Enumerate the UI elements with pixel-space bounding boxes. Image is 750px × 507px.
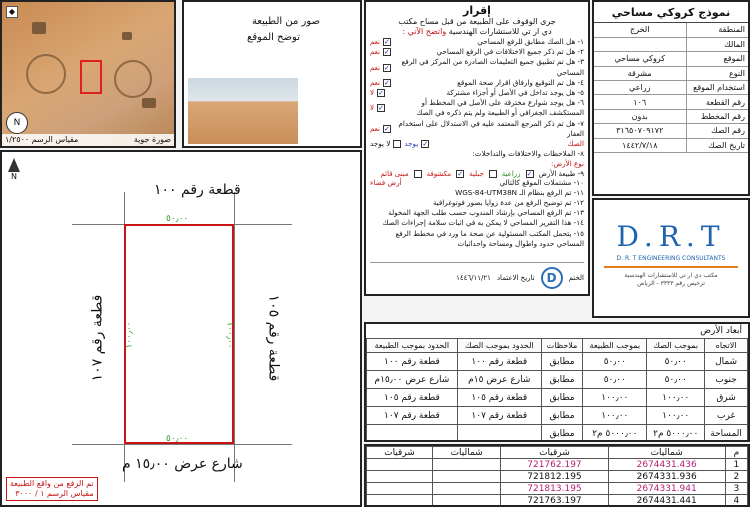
site-photo-panel [182,0,362,148]
info-value: ٣١٦٥٠٧٠٩١٧٢ [594,124,686,138]
coords-east: 721763.197 [501,495,608,507]
bounds-header: ملاحظات [541,339,583,353]
coords-east: 721762.197 [501,459,608,471]
declaration-item-checkbox[interactable]: ✓ [378,89,384,98]
declaration-item-text: ٥- هل يوجد تداخل في الأصل أو أجزاء مشتركة [446,88,584,98]
coords-row [367,459,748,471]
aerial-caption-right: صورة جوية [133,135,171,144]
coords-row [367,495,748,507]
bounds-header: بموجب الطبيعة [583,339,647,353]
declaration-item [370,47,584,57]
label-west: قطعة رقم ١٠٧ [89,294,106,382]
bounds-cell: ١٠٠٫٠٠ [583,389,647,407]
declaration-item-answer: لا [370,104,374,113]
type-agri-label: زراعية [501,169,521,178]
bounds-cell: ٥٠٫٠٠ [583,371,647,389]
land-type-label: نوع الأرض: [551,159,584,169]
info-row [594,23,748,37]
info-row [594,138,748,152]
info-row [594,66,748,80]
declaration-office: دي ار تي للاستشارات الهندسية [448,27,552,36]
item-10-text: ١٠- مشتملات الموقع كالتالي [499,177,584,187]
aerial-photo [0,0,176,148]
info-value: كروكي مساحي [594,52,686,66]
bounds-row [367,371,748,389]
bounds-cell: مطابق [541,425,583,443]
bounds-table [366,338,748,442]
bounds-cell: مطابق [541,389,583,407]
bounds-header: الحدود بموجب الطبيعة [367,339,458,353]
coords-north-empty [432,471,500,483]
bounds-cell: شرق [705,389,748,407]
coords-index: 3 [725,483,747,495]
deed-options-row [370,139,584,149]
declaration-item [370,88,584,98]
plot-outline [124,224,234,444]
type-building-label: مبنى قائم [380,169,409,178]
coords-header: م [725,447,747,459]
item-14 [370,218,584,228]
declaration-line-2 [370,27,584,37]
declaration-item-text: ٤- هل تم التوقيع وارفاق اقرار صحة الموقع [457,77,584,87]
declaration-item-checkbox[interactable]: ✓ [384,78,390,87]
info-row [594,37,748,51]
bounds-cell: شمال [705,353,748,371]
bounds-cell: ٥٠٫٠٠ [647,371,705,389]
info-value: زراعي [594,81,686,95]
coords-east-empty [367,471,433,483]
scale-line-2: مقياس الرسم ١ / ٣٠٠٠ [15,489,94,498]
bounds-cell: ١٠٠٫٠٠ [583,407,647,425]
type-building-checkbox[interactable] [414,170,422,178]
type-agri-checkbox[interactable]: ✓ [526,169,533,178]
label-north: قطعة رقم ١٠٠ [154,182,241,198]
declaration-item-checkbox[interactable]: ✓ [384,124,390,133]
bounds-cell: المساحة [705,425,748,443]
coords-north-empty [432,459,500,471]
declaration-title: إقرار [463,4,491,17]
building-mark [122,32,132,40]
dim-top: ٥٠٫٠٠ [166,214,189,224]
scale-box [6,477,98,501]
building-mark [32,22,46,34]
coords-index: 1 [725,459,747,471]
approval-date-label: تاريخ الاعتماد [496,273,535,282]
type-mountain-checkbox[interactable] [489,170,497,178]
item-12-text: ١٢- تم توضيح الرفع من عدة زوايا بصور فوتوغرافية [432,198,584,208]
info-value: الخرج [594,23,686,37]
info-row [594,109,748,123]
declaration-item [370,57,584,77]
coords-east: 721812.195 [501,471,608,483]
deed-not-exists-checkbox[interactable] [393,140,401,148]
declaration-item-checkbox[interactable]: ✓ [384,63,390,72]
pivot-circle [26,54,66,94]
label-south: شارع عرض ١٥٫٠٠ م [122,456,243,472]
declaration-item-checkbox[interactable]: ✓ [378,104,384,113]
bounds-cell: قطعة رقم ١٠٠ [367,353,458,371]
coords-north-empty [432,495,500,507]
boundary-line [72,444,292,445]
bounds-cell: ١٠٠٫٠٠ [647,407,705,425]
coords-row [367,483,748,495]
declaration-line-1: جرى الوقوف على الطبيعة من قبل مساح مكتب [398,17,556,26]
type-open-label: مكشوفة [426,169,452,178]
bounds-cell [457,425,541,443]
declaration-item-text: ١- هل الصك مطابق للرفع المساحي [477,37,584,46]
aerial-caption [2,134,174,146]
drt-info-1: مكتب دي ار تي للاستشارات الهندسية [624,272,718,279]
coords-north: 2674431.441 [608,495,725,507]
bounds-cell: قطعة رقم ١٠٠ [457,353,541,371]
compass-icon: N [6,112,28,134]
info-row [594,52,748,66]
approval-date: ١٤٤٦/١١/٢١ [456,273,491,282]
bounds-cell: جنوب [705,371,748,389]
coords-panel [364,444,750,507]
info-key: المنطقة [686,23,748,37]
drt-info-2: ترخيص رقم ٣٣٣٣ - الرياض [637,280,705,287]
info-row [594,124,748,138]
building-mark [142,98,156,108]
info-key: الموقع [686,52,748,66]
bounds-row [367,353,748,371]
info-value: ١٤٤٢/٧/١٨ [594,138,686,152]
declaration-items [370,37,584,139]
info-key: استخدام الموقع [686,81,748,95]
coords-header: شرقيات [367,447,433,459]
coords-east: 721813.195 [501,483,608,495]
bounds-row [367,407,748,425]
deed-exists-label: يوجد [404,139,419,149]
info-key: النوع [686,66,748,80]
drt-logo-panel [592,198,750,318]
coords-north: 2674431.436 [608,459,725,471]
declaration-item-text: ٢- هل تم ذكر جميع الاختلافات في الرفع المساحي [436,47,584,57]
dim-left: ١٠٠٫٠٠ [124,321,135,349]
bounds-header: الاتجاه [705,339,748,353]
pivot-circle [114,60,152,98]
coords-east-empty [367,483,433,495]
plot-drawing [0,150,362,507]
item-13 [370,208,584,218]
drt-subtitle: D. R. T ENGINEERING CONSULTANTS [616,255,726,262]
site-photo-subtitle: توضح الموقع [247,32,300,43]
info-panel [592,0,750,196]
bounds-cell: ٥٠٠٠٫٠٠ م٢ [647,425,705,443]
declaration-item-checkbox[interactable]: ✓ [384,48,390,57]
declaration-item [370,119,584,139]
declaration-item-answer: نعم [370,78,380,87]
drt-divider [604,266,738,268]
coords-header: شماليات [432,447,500,459]
info-key: المالك [686,37,748,51]
declaration-item [370,37,584,47]
declaration-item [370,98,584,118]
logo-chip: ◆ [6,6,18,18]
land-type-row [370,159,584,169]
site-photo-title: صور من الطبيعة [251,16,320,27]
bounds-cell: مطابق [541,371,583,389]
bounds-cell: شارع عرض ١٥٫٠٠م [367,371,458,389]
declaration-item-checkbox[interactable]: ✓ [384,38,390,47]
declaration-panel [364,0,590,296]
bounds-title: أبعاد الأرض [700,326,742,336]
plot-marker [80,60,102,94]
bounds-cell: ١٠٠٫٠٠ [647,389,705,407]
bounds-cell: ٥٠٫٠٠ [583,353,647,371]
bounds-cell: قطعة رقم ١٠٥ [367,389,458,407]
north-label: N [11,172,17,181]
bounds-cell: ٥٠٠٠٫٠٠ م٢ [583,425,647,443]
aerial-caption-left: مقياس الرسم ١/٢٥٠٠ [5,135,79,144]
bounds-header: الحدود بموجب الصك [457,339,541,353]
bounds-cell: مطابق [541,353,583,371]
item-12 [370,198,584,208]
item-11-text: ١١- تم الرفع بنظام الـ WGS-84-UTM38N [455,187,584,197]
info-title: نموذج كروكي مساحي [594,2,748,23]
type-mountain-label: جبلية [469,169,484,178]
label-east: قطعة رقم ١٠٥ [265,294,282,382]
drt-logo: D.R.T [616,220,726,253]
declaration-item-text: ٧- هل تم ذكر المرجع المعتمد عليه في الاستدلال على استخدام العقار [398,118,584,138]
info-row [594,95,748,109]
north-arrow [8,158,20,181]
item-15 [370,229,584,249]
info-value: بدون [594,109,686,123]
info-key: رقم القطعة [686,95,748,109]
bounds-cell: قطعة رقم ١٠٥ [457,389,541,407]
deed-option-label: الصك [567,139,584,149]
type-open-checkbox[interactable]: ✓ [457,169,464,178]
bounds-row [367,389,748,407]
dim-bottom: ٥٠٫٠٠ [166,434,189,444]
vacant-land-label: أرض فضاء [370,177,402,187]
coords-row [367,471,748,483]
declaration-item-text: ٣- هل تم تطبيق جميع التعليمات الصادرة من المركز في الرفع المساحي [401,57,584,77]
item-8 [370,149,584,159]
info-value: ١٠٦ [594,95,686,109]
bounds-cell [367,425,458,443]
info-row [594,81,748,95]
coords-header: شرقيات [501,447,608,459]
scale-line-1: تم الرفع من واقع الطبيعة [10,479,94,488]
deed-exists-checkbox[interactable]: ✓ [422,140,429,149]
item-8-text: ٨- الملاحظات والاختلافات والتداخلات: [472,149,584,159]
bounds-header: بموجب الصك [647,339,705,353]
declaration-item-answer: نعم [370,124,380,133]
declaration-item-text: ٦- هل يوجد شوارع مخترقة على الأصل في المخطط أو المستكشف الجغرافي أو الطبيعة ولم يتم ذكره في الصك [416,98,584,118]
coords-east-empty [367,495,433,507]
info-key: رقم الصك [686,124,748,138]
site-photo [188,78,298,144]
declaration-item [370,78,584,88]
bounds-cell: مطابق [541,407,583,425]
coords-header: شماليات [608,447,725,459]
office-logo-icon: D [541,267,563,289]
dim-right: ١٠٠٫٠٠ [224,321,235,349]
item-14-text: ١٤- هذا التقرير المساحي لا يمكن به في اثبات سلامة إجراءات الصك [382,218,584,228]
deed-not-exists-label: لا يوجد [370,139,391,149]
bounds-cell: شارع عرض ١٥م [457,371,541,389]
coords-east-empty [367,459,433,471]
coords-north-empty [432,483,500,495]
info-value [594,37,686,51]
coords-north: 2674331.941 [608,483,725,495]
bounds-row [367,425,748,443]
info-key: تاريخ الصك [686,138,748,152]
bounds-cell: غرب [705,407,748,425]
north-arrow-icon [8,158,20,172]
signature-row [370,262,584,290]
bounds-cell: ٥٠٫٠٠ [647,353,705,371]
coords-index: 2 [725,471,747,483]
declaration-item-answer: نعم [370,63,380,72]
coords-index: 4 [725,495,747,507]
info-table [594,23,748,153]
item-15-text: ١٥- يتحمل المكتب المسئولية عن صحة ما ورد في مخطط الرفع المساحي حدود واطوال ومساحة واحداثيات [395,228,584,248]
bounds-cell: قطعة رقم ١٠٧ [457,407,541,425]
declaration-item-answer: نعم [370,48,380,57]
info-value: مشرقة [594,66,686,80]
declaration-result: واتضح الآتي : [402,27,447,36]
coords-north: 2674331.936 [608,471,725,483]
item-10 [370,178,584,188]
bounds-panel [364,322,750,442]
declaration-item-answer: لا [370,89,374,98]
item-9-text: ٩- طبيعة الأرض [538,169,584,178]
land-types [370,170,584,178]
bounds-cell: قطعة رقم ١٠٧ [367,407,458,425]
info-key: رقم المخطط [686,109,748,123]
item-11 [370,188,584,198]
stamp-label: الختم [568,273,584,282]
item-13-text: ١٣- تم الرفع المساحي بإرشاد المندوب حسب طلب الجهة المخولة [388,208,584,218]
declaration-item-answer: نعم [370,38,380,46]
coords-table [366,446,748,507]
